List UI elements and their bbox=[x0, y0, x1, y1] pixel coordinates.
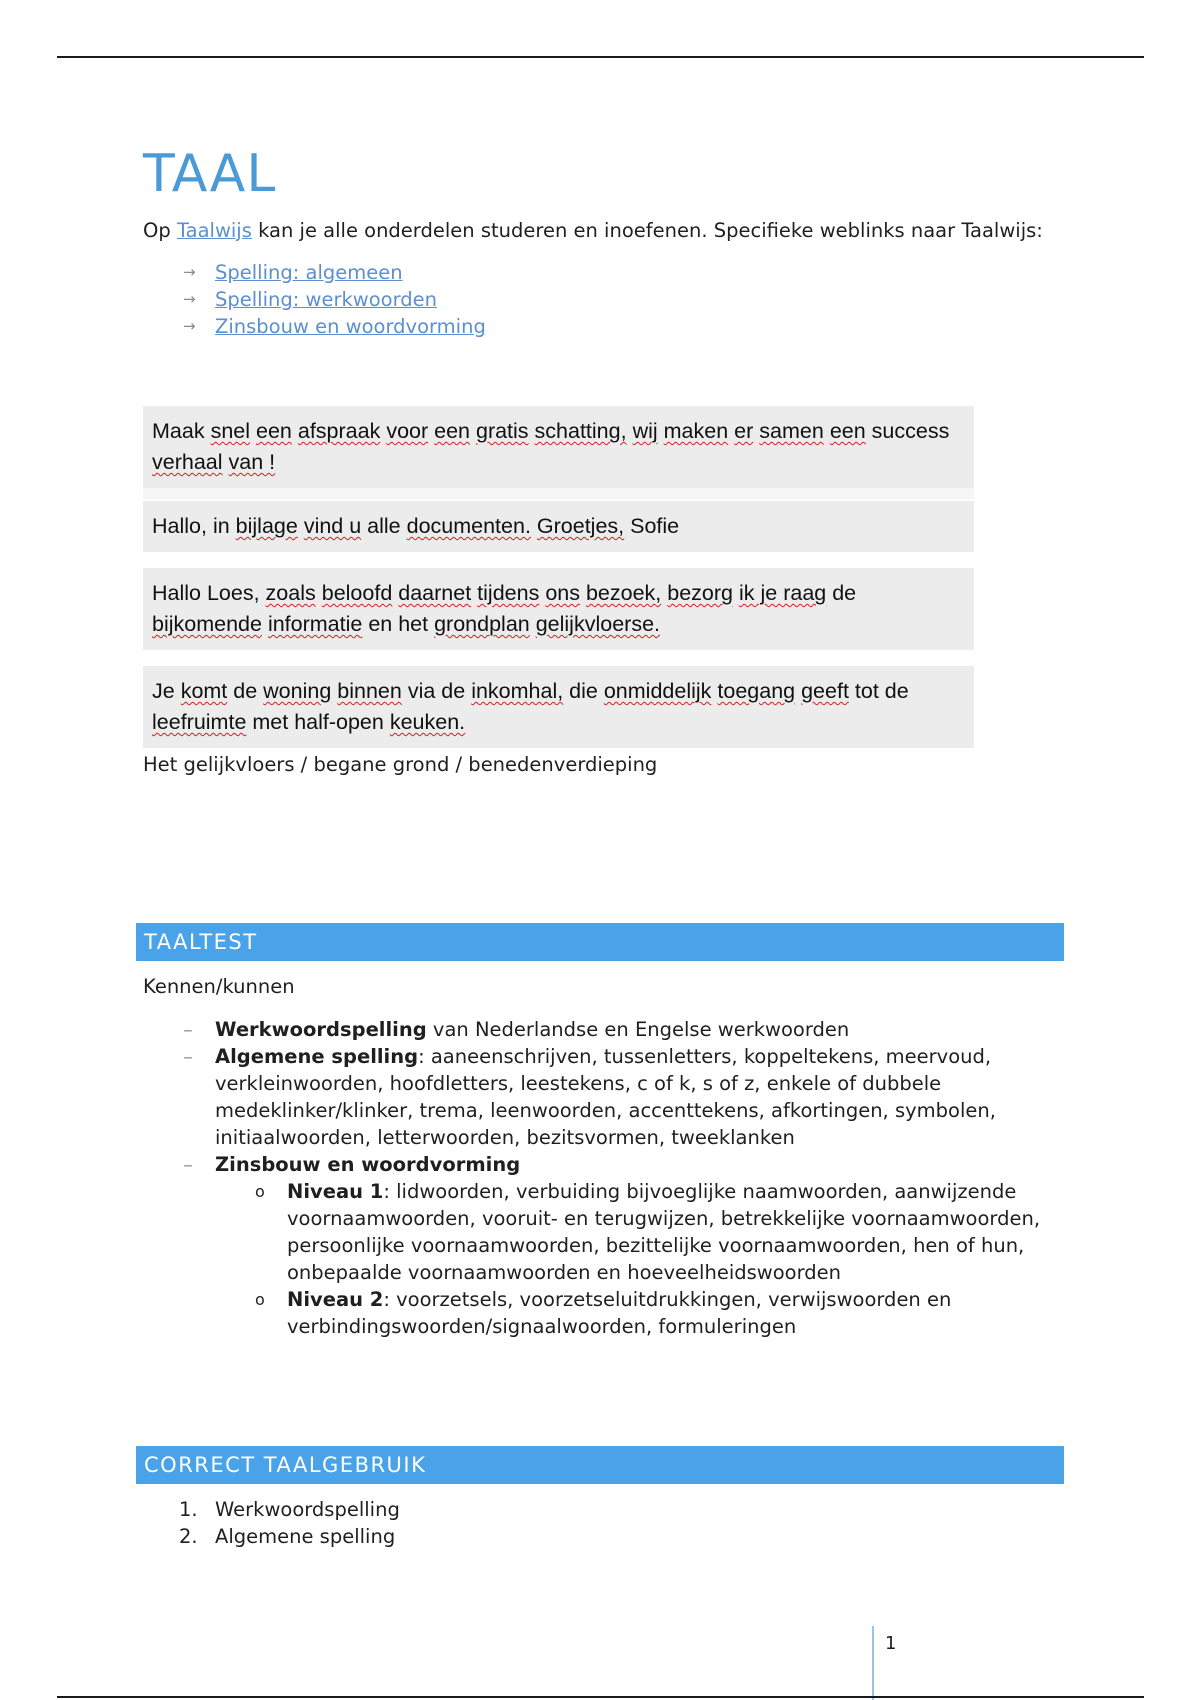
section-heading-correct: CORRECT TAALGEBRUIK bbox=[136, 1446, 1064, 1484]
spellcheck-word: er bbox=[734, 419, 754, 443]
link-zinsbouw[interactable]: Zinsbouw en woordvorming bbox=[215, 315, 486, 338]
spellcheck-word: onmiddelijk bbox=[603, 679, 712, 703]
spellcheck-word: komt bbox=[180, 679, 228, 703]
box-text: alle bbox=[361, 514, 407, 538]
spellcheck-word: vind u bbox=[303, 514, 362, 538]
item-text: Algemene spelling bbox=[215, 1525, 396, 1548]
box-text: en het bbox=[362, 612, 435, 636]
box-text: Hallo Loes, bbox=[152, 581, 266, 605]
note-text: Het gelijkvloers / begane grond / benedenverdieping bbox=[143, 753, 658, 776]
box-text: met half-open bbox=[246, 710, 390, 734]
list-item bbox=[255, 1286, 1063, 1340]
intro-paragraph bbox=[143, 216, 1063, 245]
spellcheck-word: grondplan bbox=[434, 612, 530, 636]
box-text: de bbox=[826, 581, 857, 605]
list-item bbox=[179, 1496, 1063, 1523]
box-text: die bbox=[563, 679, 604, 703]
spellcheck-word: ons bbox=[545, 581, 580, 605]
circle-bullet: o bbox=[255, 1182, 265, 1201]
spellcheck-word: zoals bbox=[265, 581, 316, 605]
example-box bbox=[143, 666, 974, 748]
spellcheck-word: gelijkvloerse. bbox=[535, 612, 660, 636]
spellcheck-word: keuken. bbox=[389, 710, 466, 734]
item-rest: : lidwoorden, verbuiding bijvoeglijke naamwoorden, aanwijzende voornaamwoorden, vooruit- en terugwijzen, betrekkelijke voornaamwoorden, persoonlijke voornaamwoorden, bezittelijke voornaamwoorden, hen of hun, onbepaalde voornaamwoorden en hoeveelheidswoorden bbox=[287, 1180, 1041, 1284]
list-item bbox=[183, 1151, 1063, 1340]
intro-prefix: Op bbox=[143, 219, 177, 242]
spellcheck-word: maken bbox=[663, 419, 729, 443]
arrow-icon: → bbox=[183, 290, 196, 308]
weblink-item bbox=[183, 313, 1063, 340]
example-box bbox=[143, 568, 974, 650]
spellcheck-word: verhaal bbox=[152, 450, 223, 474]
item-bold: Algemene spelling bbox=[215, 1045, 419, 1068]
spellcheck-word: daarnet bbox=[398, 581, 472, 605]
weblinks-list bbox=[143, 259, 1063, 340]
correct-list bbox=[143, 1496, 1063, 1550]
spellcheck-word: tijdens bbox=[477, 581, 540, 605]
item-number: 1. bbox=[179, 1498, 198, 1521]
spellcheck-word: wij bbox=[632, 419, 658, 443]
box-text: de bbox=[227, 679, 264, 703]
page-number: 1 bbox=[885, 1633, 897, 1654]
dash-bullet: – bbox=[183, 1018, 193, 1041]
item-text: Werkwoordspelling bbox=[215, 1498, 400, 1521]
list-item bbox=[255, 1178, 1063, 1286]
spellcheck-word: toegang bbox=[717, 679, 796, 703]
item-bold: Niveau 1 bbox=[287, 1180, 384, 1203]
spellcheck-word: documenten. bbox=[406, 514, 531, 538]
page-title: TAAL bbox=[143, 144, 277, 204]
list-item bbox=[183, 1043, 1063, 1151]
spellcheck-word: van ! bbox=[228, 450, 276, 474]
spellcheck-word: gratis bbox=[475, 419, 529, 443]
link-spelling-algemeen[interactable]: Spelling: algemeen bbox=[215, 261, 403, 284]
spellcheck-word: geeft bbox=[801, 679, 849, 703]
weblink-item bbox=[183, 259, 1063, 286]
box-text: Hallo, in bbox=[152, 514, 236, 538]
spellcheck-word: samen bbox=[759, 419, 824, 443]
item-rest: van Nederlandse en Engelse werkwoorden bbox=[426, 1018, 850, 1041]
spellcheck-word: Groetjes, bbox=[536, 514, 625, 538]
box-text: tot de bbox=[848, 679, 909, 703]
spellcheck-word: een bbox=[829, 419, 866, 443]
top-rule bbox=[57, 56, 1144, 58]
link-spelling-werkwoorden[interactable]: Spelling: werkwoorden bbox=[215, 288, 437, 311]
item-rest: : voorzetsels, voorzetseluitdrukkingen, verwijswoorden en verbindingswoorden/signaalwoorden, formuleringen bbox=[287, 1288, 952, 1338]
page-content bbox=[143, 140, 1063, 779]
arrow-icon: → bbox=[183, 263, 196, 281]
box-text: Maak bbox=[152, 419, 211, 443]
list-item bbox=[179, 1523, 1063, 1550]
item-rest: : aaneenschrijven, tussenletters, koppeltekens, meervoud, verkleinwoorden, hoofdletters, leestekens, c of k, s of z, enkele of dubbele medeklinker/klinker, trema, leenwoorden, accenttekens, afkortingen, symbolen, initiaalwoorden, letterwoorden, bezitsvormen, tweeklanken bbox=[215, 1045, 996, 1149]
box-text: success bbox=[865, 419, 950, 443]
arrow-icon: → bbox=[183, 317, 196, 335]
example-box bbox=[143, 501, 974, 552]
weblink-item bbox=[183, 286, 1063, 313]
spellcheck-word: bijlage bbox=[235, 514, 298, 538]
spellcheck-word: ik je raag bbox=[739, 581, 827, 605]
niveau-list bbox=[215, 1178, 1063, 1340]
item-number: 2. bbox=[179, 1525, 198, 1548]
box-text: via de bbox=[401, 679, 472, 703]
spellcheck-word: schatting, bbox=[534, 419, 627, 443]
box-text: Sofie bbox=[624, 514, 680, 538]
intro-suffix: kan je alle onderdelen studeren en inoefenen. Specifieke weblinks naar Taalwijs: bbox=[251, 219, 1043, 242]
taalwijs-link[interactable]: Taalwijs bbox=[176, 219, 252, 242]
spellcheck-word: bijkomende bbox=[152, 612, 262, 636]
item-bold: Werkwoordspelling bbox=[215, 1018, 427, 1041]
taaltest-list bbox=[143, 1016, 1063, 1340]
taaltest-lead: Kennen/kunnen bbox=[143, 975, 295, 998]
spellcheck-word: leefruimte bbox=[152, 710, 247, 734]
spellcheck-word: inkomhal, bbox=[471, 679, 564, 703]
box-text: Je bbox=[152, 679, 181, 703]
dash-bullet: – bbox=[183, 1045, 193, 1068]
spellcheck-word: een bbox=[256, 419, 292, 443]
bottom-rule bbox=[57, 1696, 1144, 1698]
dash-bullet: – bbox=[183, 1153, 193, 1176]
spellcheck-word: informatie bbox=[267, 612, 363, 636]
example-box bbox=[143, 406, 974, 499]
spellcheck-word: woning bbox=[263, 679, 332, 703]
spellcheck-word: een bbox=[434, 419, 470, 443]
taaltest-section bbox=[143, 973, 1063, 1340]
spellcheck-word: bezoek, bbox=[585, 581, 662, 605]
item-bold: Niveau 2 bbox=[287, 1288, 384, 1311]
spellcheck-word: afspraak bbox=[297, 419, 381, 443]
section-heading-taaltest: TAALTEST bbox=[136, 923, 1064, 961]
correct-section bbox=[143, 1496, 1063, 1550]
circle-bullet: o bbox=[255, 1290, 265, 1309]
spellcheck-word: bezorg bbox=[667, 581, 734, 605]
spellcheck-word: voor bbox=[386, 419, 429, 443]
example-boxes bbox=[143, 406, 974, 748]
spellcheck-word: snel bbox=[210, 419, 251, 443]
spellcheck-word: beloofd bbox=[321, 581, 393, 605]
page-number-rule bbox=[872, 1626, 874, 1700]
item-bold: Zinsbouw en woordvorming bbox=[215, 1153, 521, 1176]
list-item bbox=[183, 1016, 1063, 1043]
spellcheck-word: binnen bbox=[337, 679, 402, 703]
